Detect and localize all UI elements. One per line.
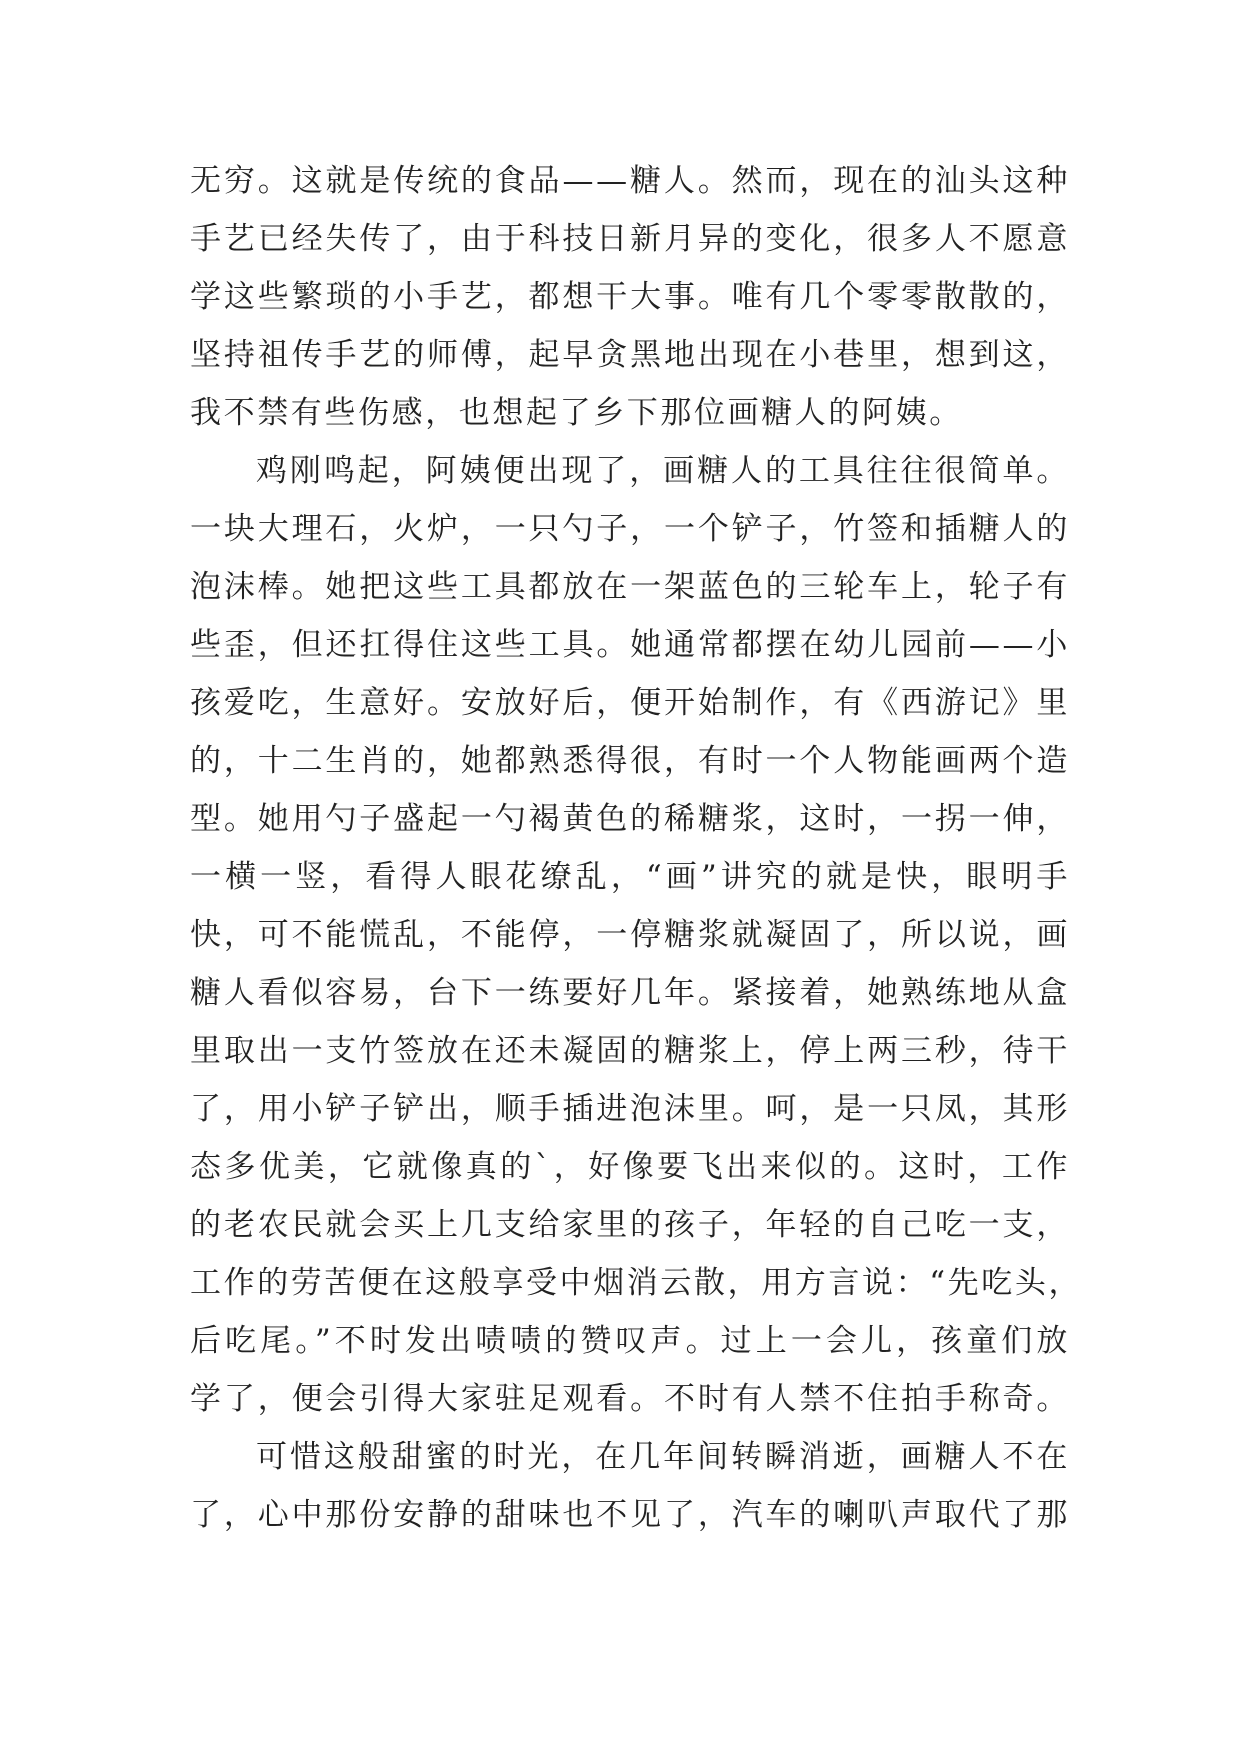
text-line: 的，十二生肖的，她都熟悉得很，有时一个人物能画两个造 (190, 743, 1070, 779)
text-line: 后吃尾。”不时发出啧啧的赞叹声。过上一会儿，孩童们放 (190, 1323, 1070, 1359)
text-line: 了，心中那份安静的甜味也不见了，汽车的喇叭声取代了那 (190, 1497, 1070, 1533)
text-line: 学这些繁琐的小手艺，都想干大事。唯有几个零零散散的， (190, 279, 1070, 315)
text-line: 里取出一支竹签放在还未凝固的糖浆上，停上两三秒，待干 (190, 1033, 1070, 1069)
text-line: 的老农民就会买上几支给家里的孩子，年轻的自己吃一支， (190, 1207, 1070, 1243)
paragraph-start-line: 鸡刚鸣起，阿姨便出现了，画糖人的工具往往很简单。 (256, 453, 1070, 489)
text-line: 糖人看似容易，台下一练要好几年。紧接着，她熟练地从盒 (190, 975, 1070, 1011)
text-line: 手艺已经失传了，由于科技日新月异的变化，很多人不愿意 (190, 221, 1070, 257)
text-line: 泡沫棒。她把这些工具都放在一架蓝色的三轮车上，轮子有 (190, 569, 1070, 605)
text-line: 态多优美，它就像真的`，好像要飞出来似的。这时，工作 (190, 1149, 1070, 1185)
text-line: 学了，便会引得大家驻足观看。不时有人禁不住拍手称奇。 (190, 1381, 1070, 1417)
text-line: 孩爱吃，生意好。安放好后，便开始制作，有《西游记》里 (190, 685, 1070, 721)
text-line: 无穷。这就是传统的食品——糖人。然而，现在的汕头这种 (190, 163, 1070, 199)
text-line: 一横一竖，看得人眼花缭乱，“画”讲究的就是快，眼明手 (190, 859, 1070, 895)
text-line: 快，可不能慌乱，不能停，一停糖浆就凝固了，所以说，画 (190, 917, 1070, 953)
text-line: 型。她用勺子盛起一勺褐黄色的稀糖浆，这时，一拐一伸， (190, 801, 1070, 837)
paragraph-start-line: 可惜这般甜蜜的时光，在几年间转瞬消逝，画糖人不在 (256, 1439, 1070, 1475)
text-line: 些歪，但还扛得住这些工具。她通常都摆在幼儿园前——小 (190, 627, 1070, 663)
text-line: 工作的劳苦便在这般享受中烟消云散，用方言说：“先吃头， (190, 1265, 1083, 1301)
text-line: 了，用小铲子铲出，顺手插进泡沫里。呵，是一只凤，其形 (190, 1091, 1070, 1127)
article-body (190, 152, 1083, 1544)
text-line: 一块大理石，火炉，一只勺子，一个铲子，竹签和插糖人的 (190, 511, 1070, 547)
text-line: 我不禁有些伤感，也想起了乡下那位画糖人的阿姨。 (190, 395, 963, 431)
text-line: 坚持祖传手艺的师傅，起早贪黑地出现在小巷里，想到这， (190, 337, 1070, 373)
